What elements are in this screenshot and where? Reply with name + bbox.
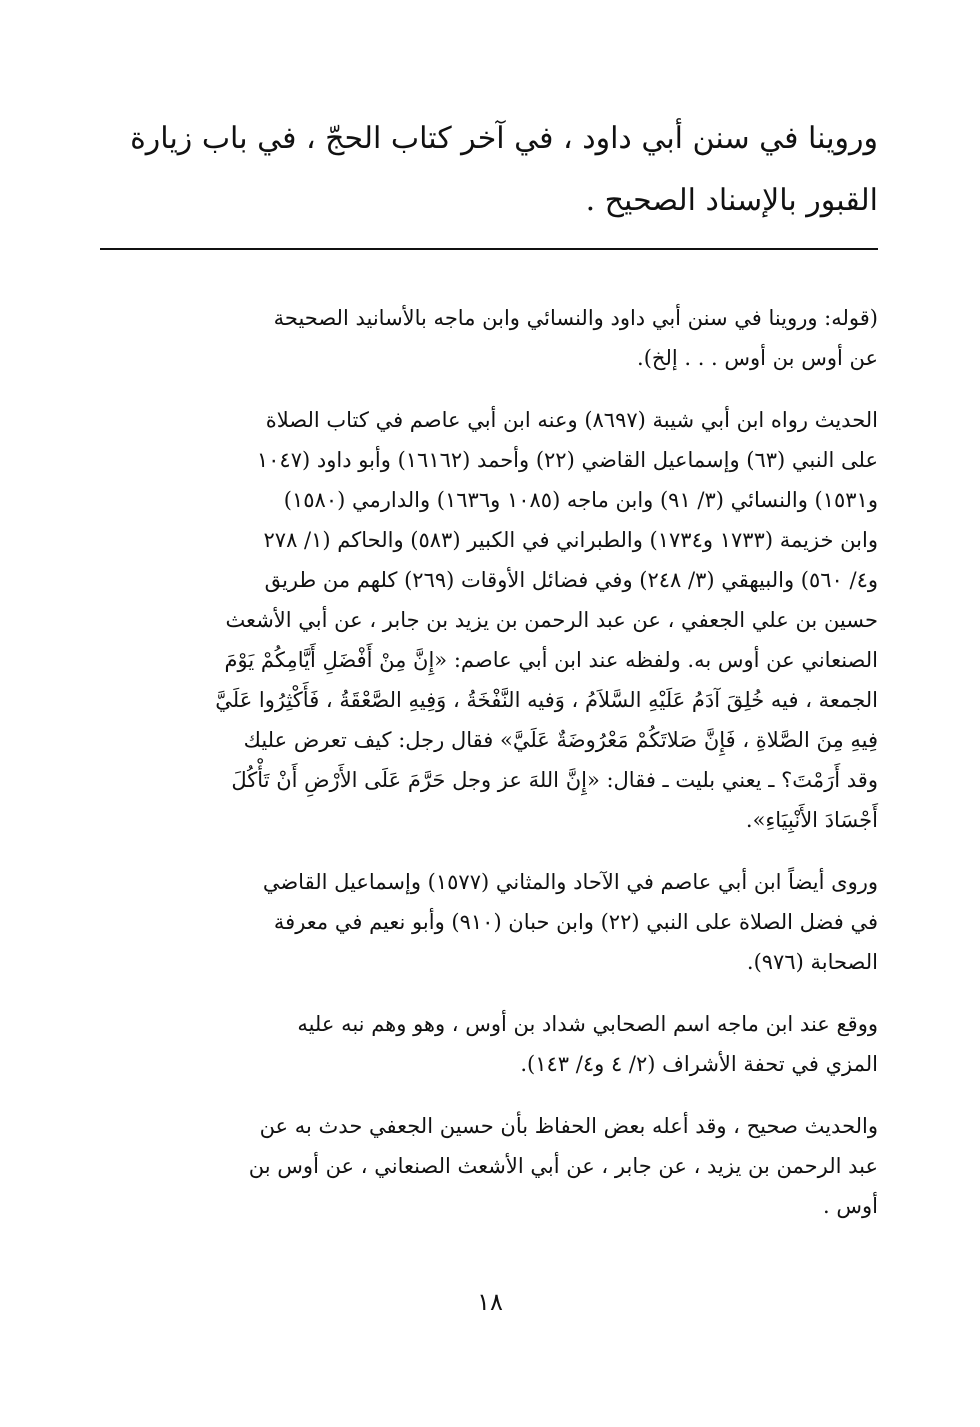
footnotes <box>100 298 878 1226</box>
footnote-paragraph: الحديث رواه ابن أبي شيبة (٨٦٩٧) وعنه ابن أبي عاصم في كتاب الصلاة على النبي (٦٣) وإسماعيل القاضي (٢٢) وأحمد (١٦١٦٢) وأبو داود (١٠٤٧ و١٥٣١) والنسائي (٣/ ٩١) وابن ماجه (١٠٨٥ و١٦٣٦) والدارمي (١٥٨٠) وابن خزيمة (١٧٣٣ و١٧٣٤) والطبراني في الكبير (٥٨٣) والحاكم (١/ ٢٧٨ و٤/ ٥٦٠) والبيهقي (٣/ ٢٤٨) وفي فضائل الأوقات (٢٦٩) كلهم من طريق حسين بن علي الجعفي ، عن عبد الرحمن بن يزيد بن جابر ، عن أبي الأشعث الصنعاني عن أوس به. ولفظه عند ابن أبي عاصم: «إِنَّ مِنْ أَفْضَلِ أَيَّامِكُمْ يَوْمَ الجمعة ، فيه خُلِقَ آدَمُ عَلَيْهِ السَّلاَمُ ، وَفيه النَّفْخَةُ ، وَفِيهِ الصَّعْقَةُ ، فَأَكْثِرُوا عَلَيَّ فِيهِ مِنَ الصَّلاةِ ، فَإِنَّ صَلاتَكُمْ مَعْرُوضَةٌ عَلَيَّ» فقال رجل: كيف تعرض عليك وقد أَرَمْتَ؟ ـ يعني بليت ـ فقال: «إِنَّ اللهَ عز وجل حَرَّمَ عَلَى الأَرْضِ أَنْ تَأْكُلَ أَجْسَادَ الأَنْبِيَاءِ». <box>215 408 878 832</box>
footnote-separator <box>100 248 878 250</box>
main-text: وروينا في سنن أبي داود ، في آخر كتاب الحجّ ، في باب زيارة القبور بالإسناد الصحيح . <box>130 121 878 218</box>
footnote-paragraph: ووقع عند ابن ماجه اسم الصحابي شداد بن أوس ، وهو وهم نبه عليه المزي في تحفة الأشراف (٢/ ٤ و٤/ ١٤٣). <box>297 1012 878 1076</box>
footnote-paragraph: والحديث صحيح ، وقد أعله بعض الحفاظ بأن حسين الجعفي حدث به عن عبد الرحمن بن يزيد ، عن جابر ، عن أبي الأشعث الصنعاني ، عن أوس بن أوس . <box>248 1114 878 1218</box>
book-page <box>100 108 878 1248</box>
footnote-paragraph: (قوله: وروينا في سنن أبي داود والنسائي وابن ماجه بالأسانيد الصحيحة عن أوس بن أوس . . . إلخ). <box>273 306 878 370</box>
footnote-paragraph: وروى أيضاً ابن أبي عاصم في الآحاد والمثاني (١٥٧٧) وإسماعيل القاضي في فضل الصلاة على النبي (٢٢) وابن حبان (٩١٠) وأبو نعيم في معرفة الصحابة (٩٧٦). <box>262 870 878 974</box>
page-number: ١٨ <box>477 1288 503 1316</box>
